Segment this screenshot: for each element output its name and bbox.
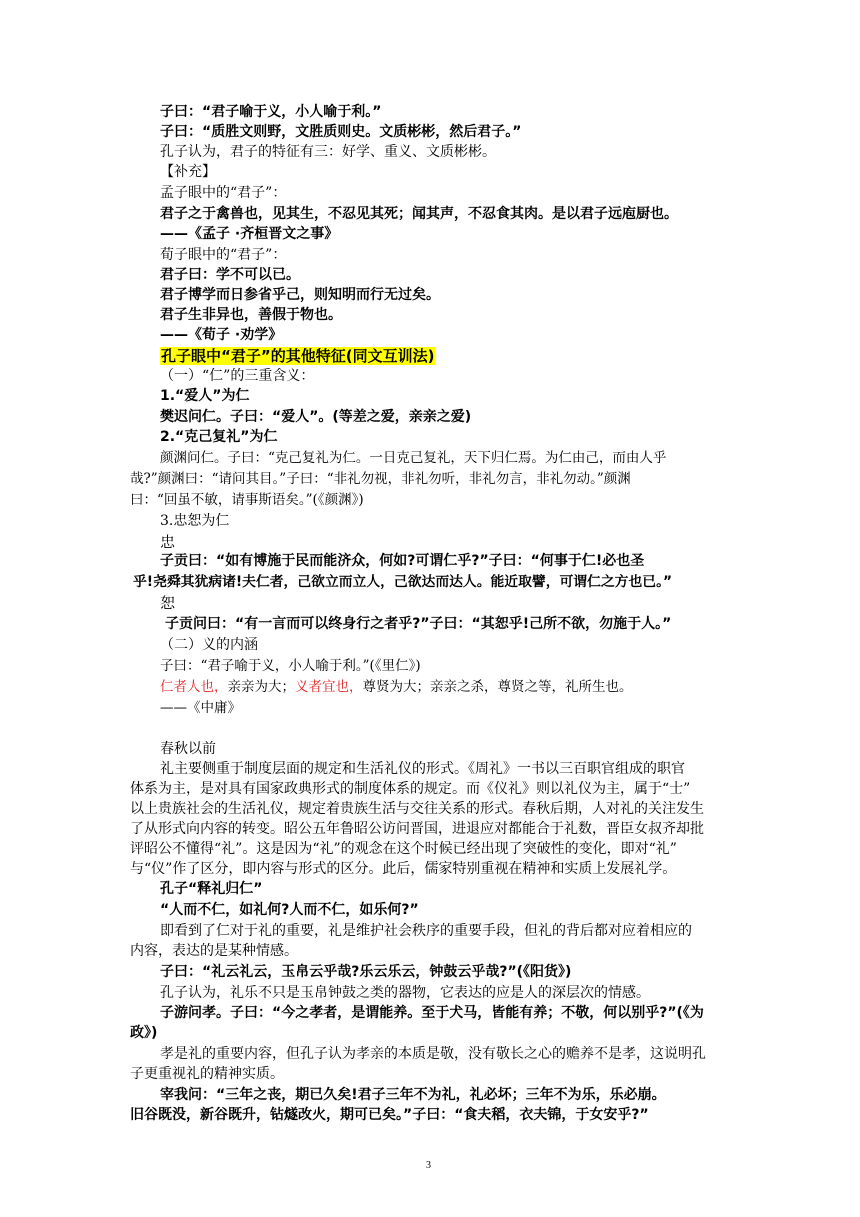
item-heading: 1.“爱人”为仁 [160, 388, 250, 404]
keyword: 恕 [160, 594, 176, 612]
source-citation: ——《中庸》 [160, 700, 241, 716]
quote-line: 子曰：“礼云礼云，玉帛云乎哉?乐云乐云，钟鼓云乎哉?”(《阳货》) [160, 964, 572, 980]
quote-line: 子曰：“君子喻于义，小人喻于利。” [160, 104, 382, 120]
quote-line: 旧谷既没，新谷既升，钻燧改火，期可已矣。”子曰：“食夫稻，衣夫锦，于女安乎?” [130, 1107, 649, 1123]
quote-line-mixed [160, 679, 633, 696]
paragraph-line: 孔子认为，礼乐不只是玉帛钟鼓之类的器物，它表达的应是人的深层次的情感。 [160, 985, 650, 1001]
section-heading: 【补充】 [160, 164, 216, 180]
paragraph-line: 了从形式向内容的转变。昭公五年鲁昭公访问晋国，进退应对都能合于礼数，晋臣女叔齐却批 [130, 821, 704, 837]
quote-line: 子曰：“君子喻于义，小人喻于利。”(《里仁》) [160, 658, 421, 674]
quote-line: 君子博学而日参省乎己，则知明而行无过矣。 [160, 287, 440, 303]
page-number: 3 [426, 1160, 431, 1171]
quote-line: 子曰：“质胜文则野，文胜质则史。文质彬彬，然后君子。” [160, 124, 522, 140]
text-line: 孟子眼中的“君子”： [160, 185, 287, 201]
subsection-heading: （一）“仁”的三重含义： [160, 368, 315, 384]
paragraph-line: 内容，表达的是某种情感。 [130, 943, 298, 959]
red-phrase: 仁者人也， [160, 679, 228, 695]
paragraph-line: 子更重视礼的精神实质。 [130, 1066, 284, 1082]
quote-line: 君子生非异也，善假于物也。 [160, 307, 342, 323]
paragraph-line: 评昭公不懂得“礼”。这是因为“礼”的观念在这个时候已经出现了突破性的变化，即对“礼” [130, 841, 677, 857]
quote-line: 颜渊问仁。子曰：“克己复礼为仁。一日克己复礼，天下归仁焉。为仁由己，而由人乎 [160, 450, 667, 466]
quote-line: 君子之于禽兽也，见其生，不忍见其死；闻其声，不忍食其肉。是以君子远庖厨也。 [160, 206, 678, 222]
paragraph-heading: 孔子“释礼归仁” [160, 881, 263, 897]
text-line: 荀子眼中的“君子”： [160, 247, 287, 263]
highlighted-heading: 孔子眼中“君子”的其他特征(同文互训法) [161, 347, 435, 365]
quote-line: 曰：“回虽不敏，请事斯语矣。”(《颜渊》) [130, 492, 364, 508]
quote-line: 政》) [130, 1025, 158, 1041]
source-citation: ——《孟子 ·齐桓晋文之事》 [160, 226, 339, 242]
quote-line: 子贡问曰：“有一言而可以终身行之者乎?”子曰：“其恕乎!己所不欲，勿施于人。” [165, 616, 672, 632]
keyword: 忠 [160, 533, 176, 551]
plain-phrase: 亲亲为大； [227, 679, 295, 695]
paragraph-heading: 春秋以前 [160, 741, 216, 757]
quote-line: 哉?”颜渊曰：“请问其目。”子曰：“非礼勿视，非礼勿听，非礼勿言，非礼勿动。”颜渊 [130, 471, 631, 487]
quote-line: 宰我问：“三年之丧，期已久矣!君子三年不为礼，礼必坏；三年不为乐，乐必崩。 [160, 1087, 666, 1103]
paragraph-line: 体系为主，是对具有国家政典形式的制度体系的规定。而《仪礼》则以礼仪为主，属于“士” [130, 781, 691, 797]
quote-line: 君子曰：学不可以已。 [160, 267, 300, 283]
quote-line: 子游问孝。子曰：“今之孝者，是谓能养。至于犬马，皆能有养；不敬，何以别乎?”(《为 [160, 1005, 704, 1021]
source-citation: ——《荀子 ·劝学》 [160, 327, 283, 343]
section-heading-wrap [160, 347, 435, 366]
paragraph-line: 即看到了仁对于礼的重要，礼是维护社会秩序的重要手段，但礼的背后都对应着相应的 [160, 923, 692, 939]
item-heading: 2.“克己复礼”为仁 [160, 429, 278, 445]
quote-line: “人而不仁，如礼何?人而不仁，如乐何?” [160, 902, 419, 918]
red-phrase: 义者宜也， [295, 679, 363, 695]
paragraph-line: 礼主要侧重于制度层面的规定和生活礼仪的形式。《周礼》一书以三百职官组成的职官 [160, 761, 685, 777]
text-line: 孔子认为，君子的特征有三：好学、重义、文质彬彬。 [160, 144, 496, 160]
paragraph-line: 以上贵族社会的生活礼仪，规定着贵族生活与交往关系的形式。春秋后期，人对礼的关注发生 [130, 801, 704, 817]
paragraph-line: 与“仪”作了区分，即内容与形式的区分。此后，儒家特别重视在精神和实质上发展礼学。 [130, 861, 677, 877]
subsection-heading: （二）义的内涵 [160, 637, 258, 653]
plain-phrase: 尊贤为大；亲亲之杀，尊贤之等，礼所生也。 [362, 679, 633, 695]
item-heading: 3.忠恕为仁 [160, 513, 230, 529]
quote-line: 乎!尧舜其犹病诸!夫仁者，己欲立而立人，己欲达而达人。能近取譬，可谓仁之方也已。” [133, 574, 673, 590]
quote-line: 子贡曰：“如有博施于民而能济众，何如?可谓仁乎?”子曰：“何事于仁!必也圣 [160, 553, 645, 569]
paragraph-line: 孝是礼的重要内容，但孔子认为孝亲的本质是敬，没有敬长之心的赡养不是孝，这说明孔 [160, 1046, 706, 1062]
quote-line: 樊迟问仁。子曰：“爱人”。(等差之爱，亲亲之爱) [160, 409, 472, 425]
